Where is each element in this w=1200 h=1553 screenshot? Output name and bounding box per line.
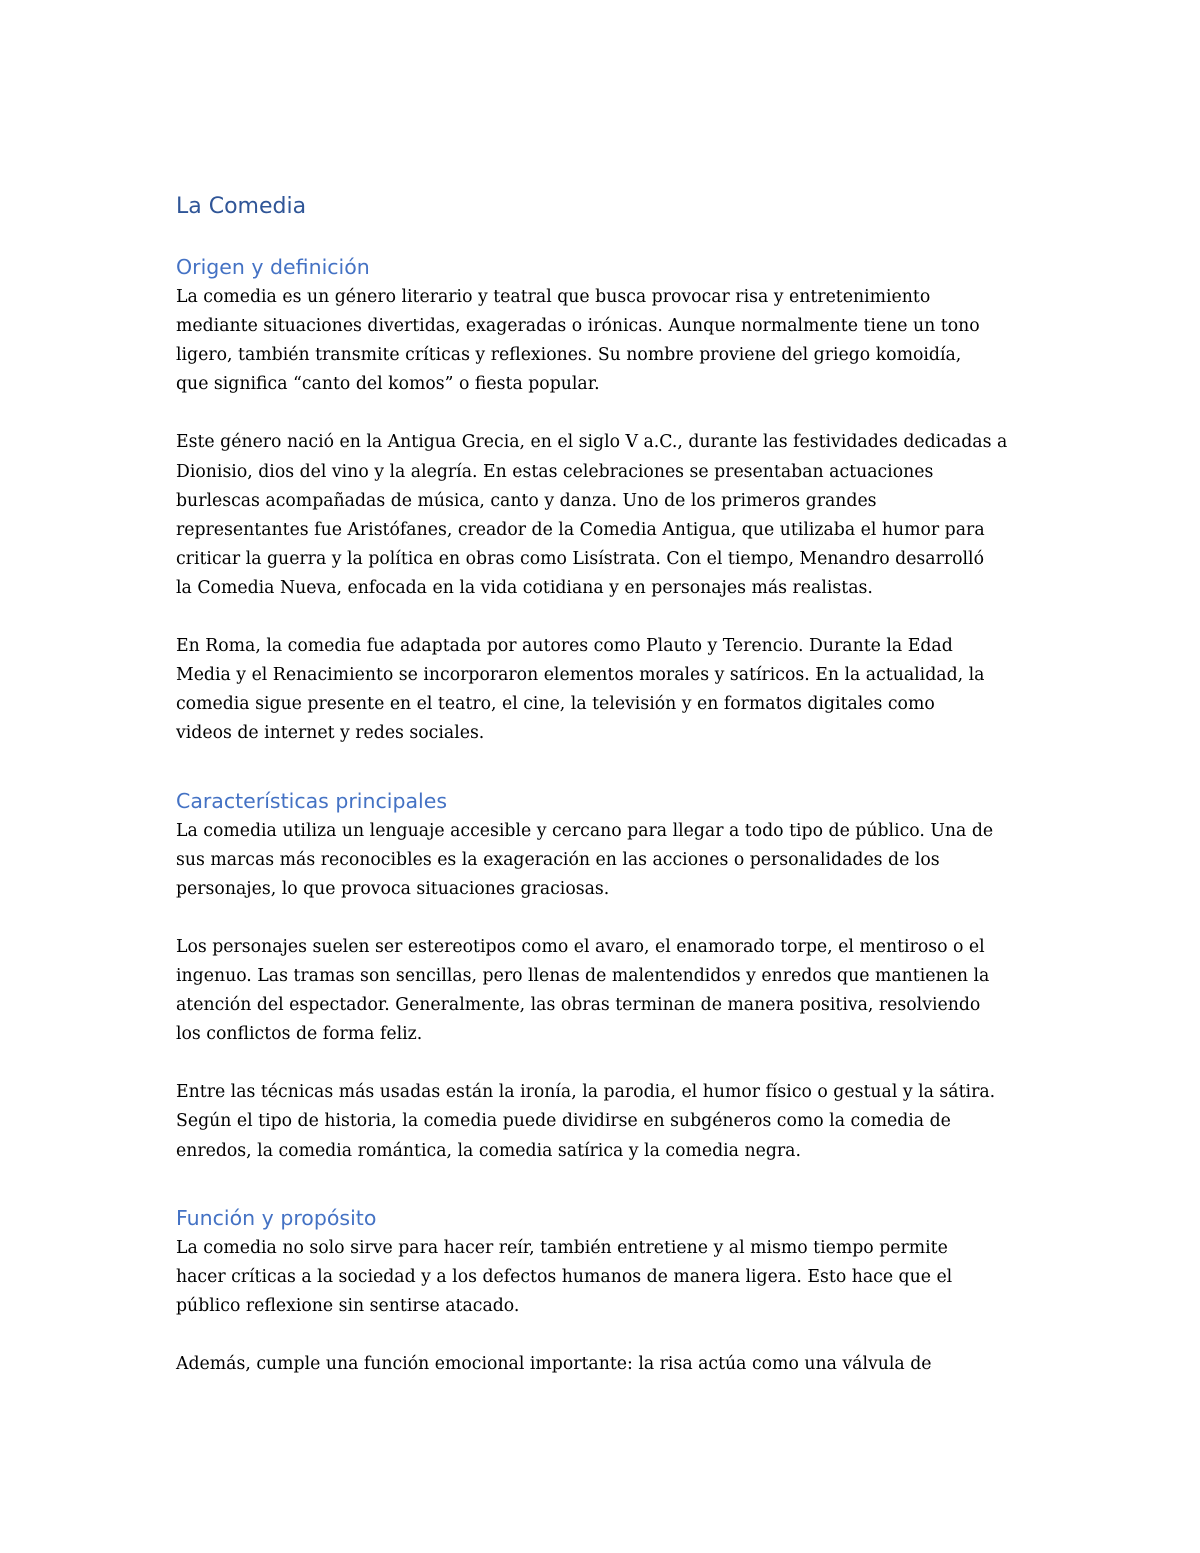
text-line: mediante situaciones divertidas, exageradas o irónicas. Aunque normalmente tiene un tono	[176, 316, 980, 337]
text-line: atención del espectador. Generalmente, las obras terminan de manera positiva, resolviendo	[176, 995, 981, 1016]
text-line: Según el tipo de historia, la comedia puede dividirse en subgéneros como la comedia de	[176, 1111, 951, 1132]
paragraph	[176, 428, 1036, 603]
paragraph	[176, 1234, 1036, 1321]
text-line: que significa “canto del komos” o fiesta popular.	[176, 374, 600, 395]
text-line: La comedia no solo sirve para hacer reír, también entretiene y al mismo tiempo permite	[176, 1237, 948, 1258]
paragraph	[176, 1078, 1036, 1165]
section-heading: Función y propósito	[176, 1205, 377, 1230]
text-line: videos de internet y redes sociales.	[176, 723, 485, 744]
text-line: personajes, lo que provoca situaciones graciosas.	[176, 878, 610, 899]
paragraph	[176, 817, 1036, 904]
text-line: Los personajes suelen ser estereotipos como el avaro, el enamorado torpe, el mentiroso o el	[176, 936, 985, 957]
text-line: ligero, también transmite críticas y reflexiones. Su nombre proviene del griego komoidía,	[176, 345, 962, 366]
text-line: Dionisio, dios del vino y la alegría. En estas celebraciones se presentaban actuaciones	[176, 461, 934, 482]
section-origen	[176, 251, 1036, 749]
text-line: los conflictos de forma feliz.	[176, 1024, 423, 1045]
text-line: comedia sigue presente en el teatro, el cine, la televisión y en formatos digitales como	[176, 694, 935, 715]
text-line: enredos, la comedia romántica, la comedia satírica y la comedia negra.	[176, 1140, 801, 1161]
paragraph	[176, 632, 1036, 748]
section-funcion	[176, 1202, 1036, 1379]
section-caracteristicas	[176, 785, 1036, 1166]
paragraph	[176, 933, 1036, 1049]
text-line: Media y el Renacimiento se incorporaron elementos morales y satíricos. En la actualidad, la	[176, 665, 985, 686]
text-line: criticar la guerra y la política en obras como Lisístrata. Con el tiempo, Menandro desarrolló	[176, 548, 984, 569]
text-line: la Comedia Nueva, enfocada en la vida cotidiana y en personajes más realistas.	[176, 577, 873, 598]
text-line: Entre las técnicas más usadas están la ironía, la parodia, el humor físico o gestual y la sátira.	[176, 1082, 996, 1103]
text-line: La comedia es un género literario y teatral que busca provocar risa y entretenimiento	[176, 287, 931, 307]
text-line: burlescas acompañadas de música, canto y danza. Uno de los primeros grandes	[176, 490, 877, 511]
text-line: Además, cumple una función emocional importante: la risa actúa como una válvula de	[176, 1354, 932, 1374]
text-line: público reflexione sin sentirse atacado.	[176, 1295, 520, 1316]
text-line: ingenuo. Las tramas son sencillas, pero llenas de malentendidos y enredos que mantienen la	[176, 965, 990, 986]
document-title: La Comedia	[176, 194, 307, 219]
section-heading: Características principales	[176, 788, 448, 813]
document-content	[176, 190, 1036, 1379]
text-line: En Roma, la comedia fue adaptada por autores como Plauto y Terencio. Durante la Edad	[176, 636, 953, 657]
text-line: Este género nació en la Antigua Grecia, en el siglo V a.C., durante las festividades dedicadas a	[176, 432, 1008, 453]
paragraph	[176, 283, 1036, 399]
text-line: sus marcas más reconocibles es la exageración en las acciones o personalidades de los	[176, 849, 940, 870]
paragraph	[176, 1350, 1036, 1379]
text-line: La comedia utiliza un lenguaje accesible y cercano para llegar a todo tipo de público. Una de	[176, 820, 994, 841]
text-line: representantes fue Aristófanes, creador de la Comedia Antigua, que utilizaba el humor para	[176, 519, 985, 540]
section-heading: Origen y definición	[176, 255, 370, 279]
text-line: hacer críticas a la sociedad y a los defectos humanos de manera ligera. Esto hace que el	[176, 1266, 953, 1287]
